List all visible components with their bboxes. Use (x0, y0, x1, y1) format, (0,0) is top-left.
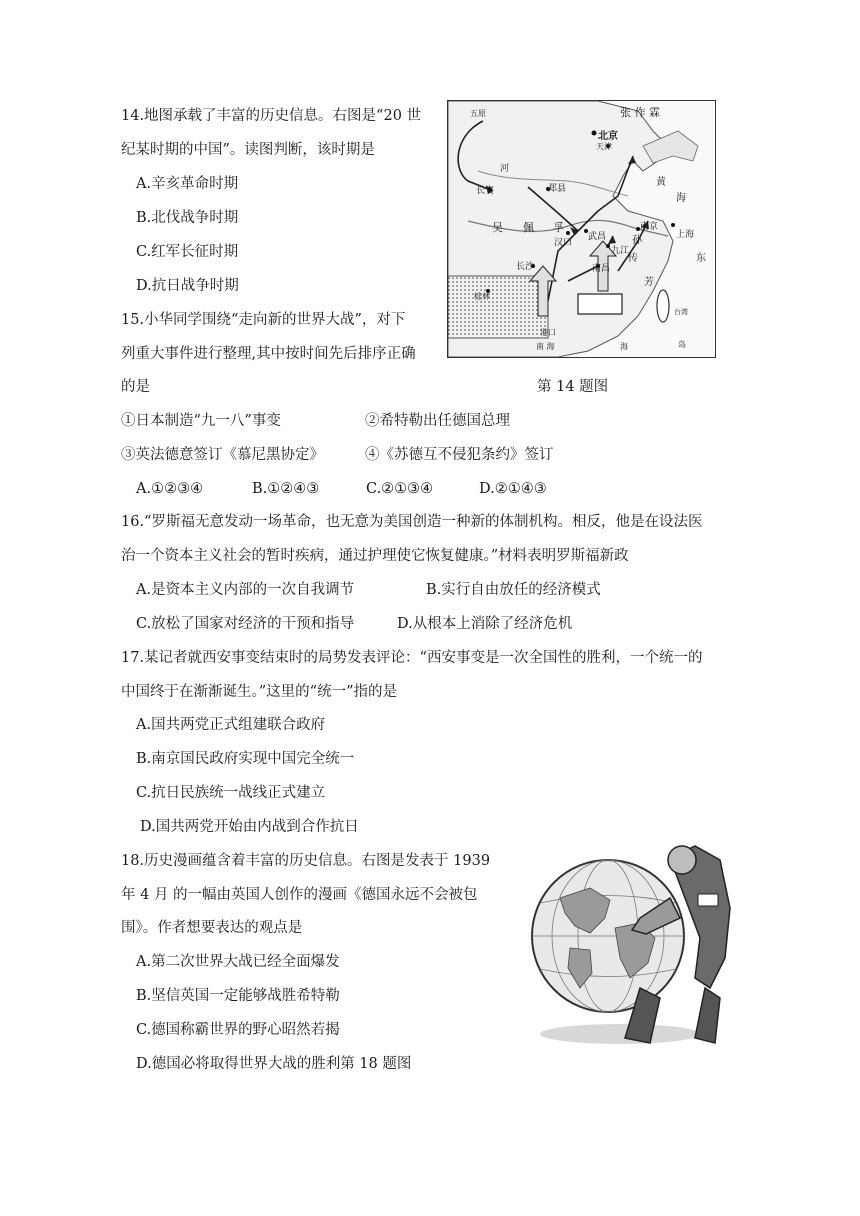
q14-option-a: A.辛亥革命时期 (136, 176, 239, 192)
q16-option-a: A.是资本主义内部的一次自我调节 (136, 582, 355, 598)
globe-cartoon-drawing (520, 838, 738, 1048)
map-label-fang: 芳 (644, 277, 654, 288)
map-label-changan: 长安 (476, 186, 495, 196)
map-label-sun: 孙 (632, 235, 642, 246)
q14-option-c: C.红军长征时期 (136, 244, 239, 260)
q14-option-b: B.北伐战争时期 (136, 210, 239, 226)
q16-option-d: D.从根本上消除了经济危机 (397, 616, 573, 632)
q15-item-2: ②希特勒出任德国总理 (365, 413, 510, 429)
q18-figure-caption: 第 18 题图 (340, 1056, 412, 1072)
q15-item-3: ③英法德意签订《慕尼黑协定》 (121, 447, 324, 463)
q14-figure-caption: 第 14 题图 (537, 379, 609, 395)
map-label-hankou: 汉口 (554, 238, 573, 248)
q18-option-d-text: D.德国必将取得世界大战的胜利 (136, 1056, 341, 1072)
map-label-zhang: 张 作 霖 (620, 106, 660, 119)
map-label-dao: 岛 (678, 340, 686, 349)
map-label-tianjin: 天津 (596, 142, 612, 151)
q15-stem-line-1: 15.小华同学围绕“走向新的世界大战”，对下 (121, 312, 406, 328)
q14-stem-line-2: 纪某时期的中国”。读图判断，该时期是 (121, 142, 375, 158)
map-label-guilin: 桂林 (474, 292, 490, 301)
map-label-sea1: 海 (676, 193, 686, 204)
q18-stem-line-3: 围》。作者想要表达的观点是 (121, 920, 303, 936)
q15-option-d: D.②①④③ (479, 481, 547, 497)
map-label-zhengzhou: 郑县 (548, 184, 567, 194)
map-label-shanghai: 上海 (676, 230, 695, 240)
q18-option-b: B.坚信英国一定能够战胜希特勒 (136, 988, 340, 1004)
map-label-jiujiang: 九江 (611, 246, 630, 256)
q15-option-a: A.①②③④ (136, 481, 204, 497)
map-label-taiwan: 台湾 (674, 308, 688, 316)
q18-option-c: C.德国称霸世界的野心昭然若揭 (136, 1022, 340, 1038)
q14-map-figure (447, 100, 716, 358)
map-label-chuan: 传 (628, 253, 638, 264)
q15-item-4: ④《苏德互不侵犯条约》签订 (365, 447, 554, 463)
map-label-wu: 吴 (492, 221, 503, 234)
map-label-fu: 孚 (553, 221, 564, 234)
map-label-wuchang: 武昌 (588, 232, 607, 242)
q15-item-1: ①日本制造“九一八”事变 (121, 413, 281, 429)
q16-stem-line-2: 治一个资本主义社会的暂时疾病，通过护理使它恢复健康。”材料表明罗斯福新政 (121, 548, 629, 564)
map-label-sea2: 海 (620, 342, 628, 351)
china-map-drawing (448, 101, 715, 357)
map-label-pei: 佩 (523, 221, 534, 234)
q15-option-c: C.②①③④ (366, 481, 434, 497)
q16-option-c: C.放松了国家对经济的干预和指导 (136, 616, 355, 632)
q17-option-a: A.国共两党正式组建联合政府 (136, 717, 326, 733)
map-label-wuyuan: 五原 (470, 109, 486, 118)
q15-stem-line-2: 列重大事件进行整理,其中按时间先后排序正确 (121, 346, 416, 362)
map-label-he: 河 (500, 164, 510, 174)
q17-option-d: D.国共两党开始由内战到合作抗日 (140, 819, 359, 835)
map-label-dong: 东 (696, 253, 706, 264)
map-label-beijing: 北京 (598, 131, 618, 142)
q17-option-b: B.南京国民政府实现中国完全统一 (136, 751, 355, 767)
q18-stem-line-2: 年 4 月 的一幅由英国人创作的漫画《德国永远不会被包 (121, 887, 478, 903)
q16-option-b: B.实行自由放任的经济模式 (426, 582, 601, 598)
q14-option-d: D.抗日战争时期 (136, 278, 239, 294)
q16-stem-line-1: 16.“罗斯福无意发动一场革命，也无意为美国创造一种新的体制机构。相反，他是在设法医 (121, 514, 703, 530)
q18-cartoon-figure (520, 838, 738, 1048)
q17-stem-line-1: 17.某记者就西安事变结束时的局势发表评论：“西安事变是一次全国性的胜利，一个统一的 (121, 650, 703, 666)
q15-stem-line-3: 的是 (121, 379, 150, 395)
map-label-huang: 黄 (656, 177, 666, 188)
map-label-nanjing: 南京 (640, 222, 659, 232)
map-label-nanchang: 南昌 (592, 264, 611, 274)
q18-option-a: A.第二次世界大战已经全面爆发 (136, 954, 340, 970)
q18-stem-line-1: 18.历史漫画蕴含着丰富的历史信息。右图是发表于 1939 (121, 853, 491, 869)
map-label-nanhai: 南 海 (536, 342, 555, 351)
q15-option-b: B.①②④③ (252, 481, 320, 497)
q14-stem-line-1: 14.地图承载了丰富的历史信息。右图是“20 世 (121, 108, 422, 124)
q18-option-d (136, 1054, 411, 1074)
q17-option-c: C.抗日民族统一战线正式建立 (136, 785, 326, 801)
q17-stem-line-2: 中国终于在渐渐诞生。”这里的“统一”指的是 (121, 684, 397, 700)
map-label-changsha: 长沙 (516, 262, 535, 272)
map-label-hongkong: 港口 (540, 328, 556, 337)
